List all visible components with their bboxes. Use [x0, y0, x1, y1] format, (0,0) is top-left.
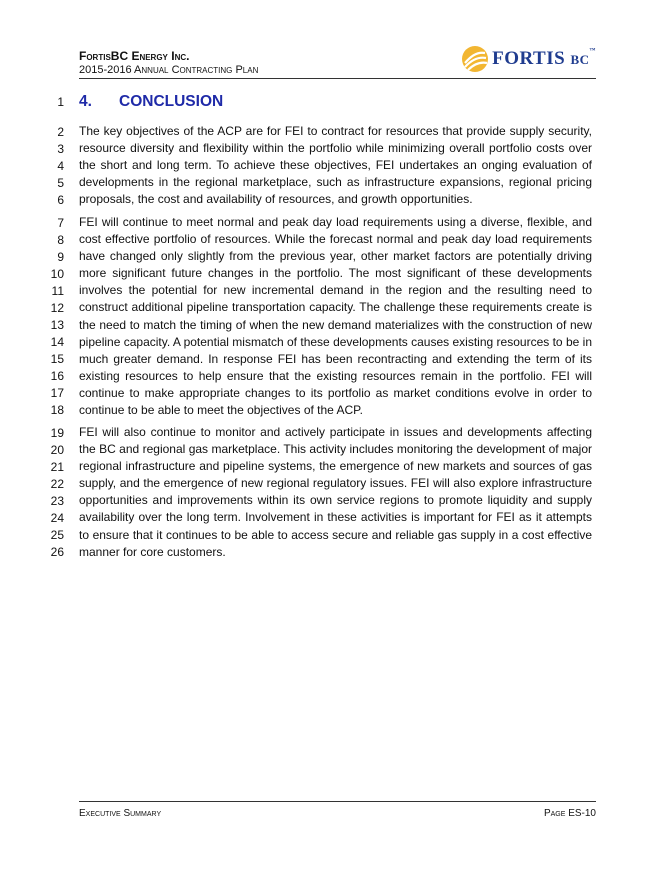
line-number: 1 — [57, 95, 64, 109]
company-name: FortisBC Energy Inc. — [79, 49, 190, 63]
section-number: 4. — [79, 93, 92, 110]
line-number: 21 — [50, 460, 64, 474]
line-number: 23 — [50, 494, 64, 508]
page-footer — [79, 801, 596, 819]
footer-divider — [79, 801, 596, 802]
page-number: Page ES-10 — [543, 808, 596, 819]
line-number: 14 — [50, 335, 64, 349]
paragraph: FEI will continue to meet normal and peak day load requirements using a diverse, flexible, and cost effective portfolio of resources. While the forecast normal and peak day load requirements have changed only slightly from the previous year, other market factors are potentially driving more significant future changes in the portfolio. The most significant of these developments involves the potential for new incremental demand in the region and the resulting need to construct additional pipeline transportation capacity. The challenge these requirements create is the need to match the timing of when the new demand materializes with the construction of new pipeline capacity. A potential mismatch of these developments causes existing resources to be in much greater demand. In response FEI has been recontracting and extending the term of its existing resources to help ensure that the existing resources remain in the portfolio. FEI will continue to make appropriate changes to its portfolio as market conditions evolve in order to continue to be able to meet the objectives of the ACP. — [79, 215, 592, 418]
section-heading — [79, 93, 223, 111]
line-number: 13 — [50, 318, 64, 332]
line-number: 10 — [50, 267, 64, 281]
line-number: 15 — [50, 352, 64, 366]
line-number: 22 — [50, 477, 64, 491]
line-number: 12 — [50, 301, 64, 315]
logo-wordmark: FORTIS BC™ — [492, 48, 596, 69]
line-number: 24 — [50, 511, 64, 525]
section-title: CONCLUSION — [119, 93, 224, 110]
line-number: 26 — [50, 545, 64, 559]
line-number: 25 — [50, 528, 64, 542]
line-number: 6 — [57, 193, 64, 207]
line-number: 9 — [57, 250, 64, 264]
line-number: 19 — [50, 426, 64, 440]
paragraph: FEI will also continue to monitor and actively participate in issues and developments affecting the BC and regional gas marketplace. This activity includes monitoring the development of major regional infrastructure and pipeline systems, the emergence of new markets and sources of gas supply, and the emergence of new regional regulatory issues. FEI will also explore infrastructure opportunities and improvements within its own service regions to promote liquidity and supply availability over the long term. Involvement in these activities is important for FEI as it attempts to ensure that it continues to be able to access secure and reliable gas supply in a cost effective manner for core customers. — [79, 425, 592, 559]
line-number: 11 — [51, 284, 64, 298]
line-number: 7 — [57, 216, 64, 230]
footer-section-label: Executive Summary — [79, 808, 162, 819]
document-subtitle: 2015-2016 Annual Contracting Plan — [79, 64, 259, 76]
page-header — [79, 40, 596, 79]
line-number: 8 — [57, 233, 64, 247]
fortisbc-logo — [461, 46, 596, 72]
line-number: 5 — [57, 176, 64, 190]
line-number: 3 — [57, 142, 64, 156]
line-number: 20 — [50, 443, 64, 457]
paragraph: The key objectives of the ACP are for FEI to contract for resources that provide supply security, resource diversity and flexibility within the portfolio while minimizing overall portfolio costs over the short and long term. To achieve these objectives, FEI undertakes an onging evaluation of developments in the regional marketplace, such as infrastructure expansions, regional pricing proposals, the cost and availability of resources, and growth opportunities. — [79, 124, 592, 207]
line-number: 18 — [50, 403, 64, 417]
line-number: 17 — [50, 386, 64, 400]
line-number: 4 — [57, 159, 64, 173]
header-divider — [79, 78, 596, 79]
line-number: 16 — [50, 369, 64, 383]
line-number: 2 — [57, 125, 64, 139]
flame-logo-icon — [461, 45, 489, 73]
